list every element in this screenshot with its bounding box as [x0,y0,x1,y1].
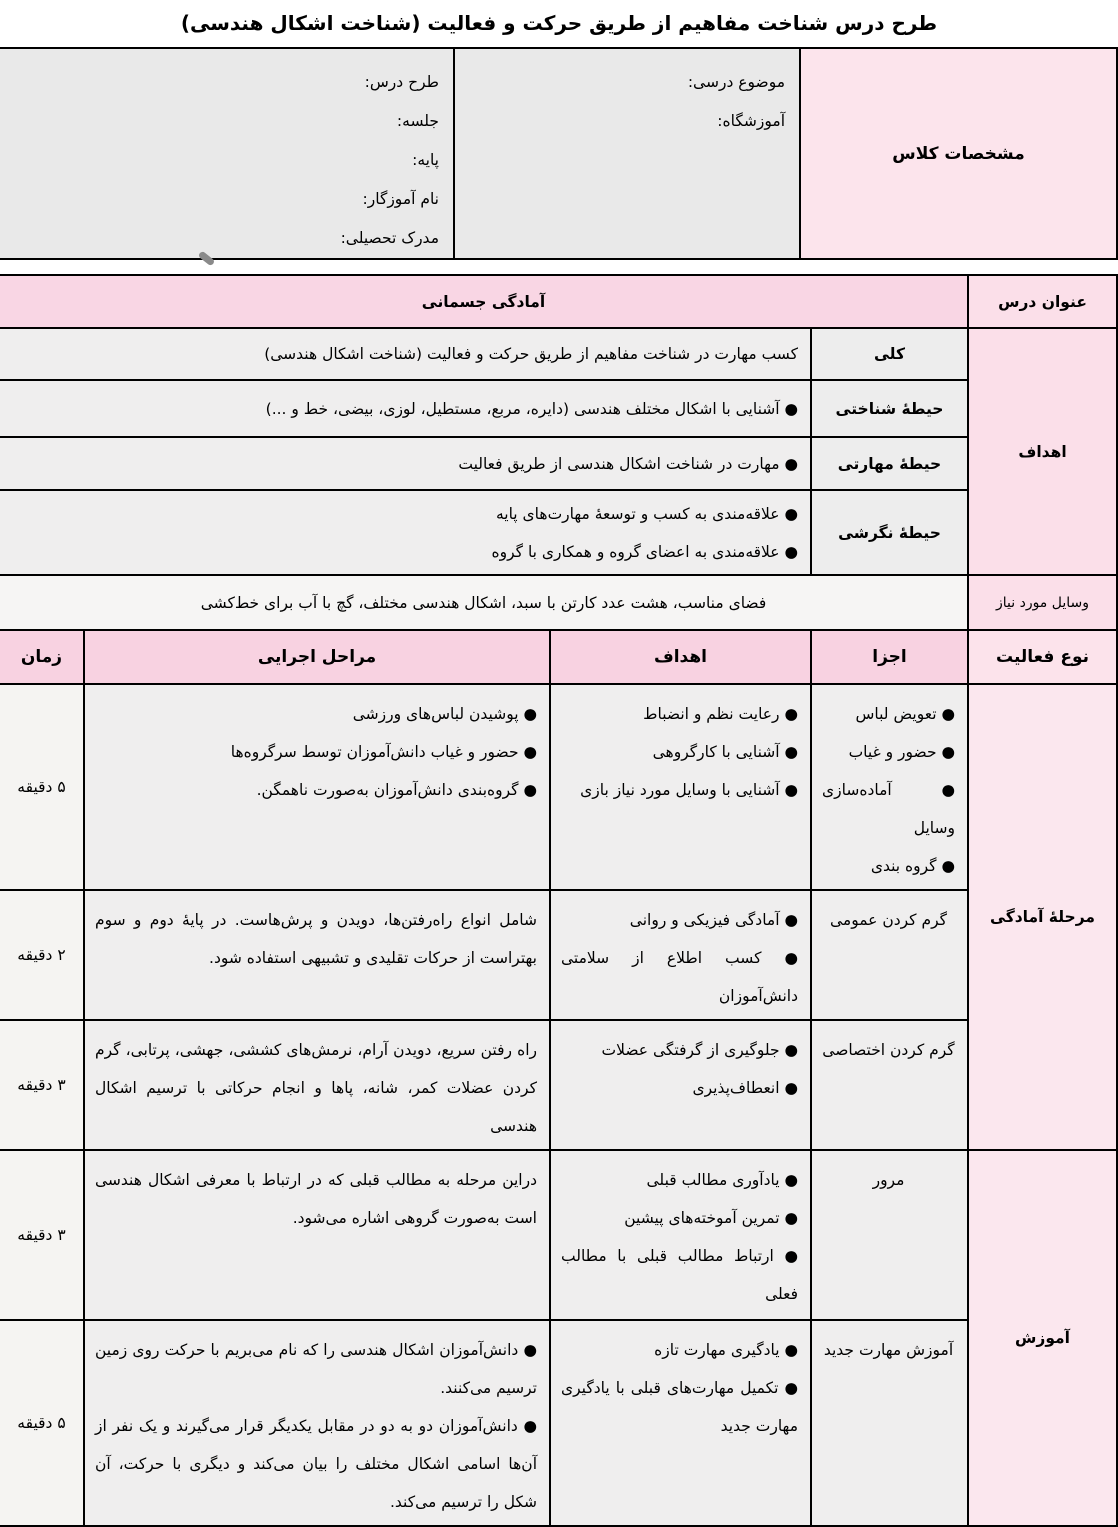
text-line: ● آشنایی با وسایل مورد نیاز بازی [580,781,798,799]
text-line: ● تکمیل مهارت‌های قبلی با یادگیری مهارت جدید [561,1379,798,1435]
row3-goals [550,1020,811,1150]
row1-time: ۵ دقیقه [0,684,84,890]
class-info-row [0,48,1117,259]
header-steps: مراحل اجرایی [84,630,550,684]
lesson-plan-table [0,274,1118,1527]
header-activity-type: نوع فعالیت [968,630,1117,684]
lesson-title-label: عنوان درس [968,275,1117,328]
text-line: ● کسب اطلاع از سلامتی دانش‌آموزان [561,949,798,1005]
text-line: ● یادآوری مطالب قبلی [646,1171,798,1189]
text-line: ● حضور و غیاب [848,743,955,761]
objective-label-skill: حیطهٔ مهارتی [811,437,968,490]
row2-time: ۲ دقیقه [0,890,84,1020]
row4-steps [84,1150,550,1320]
text-line: پایه: [412,151,439,169]
objective-content-skill [0,437,811,490]
text-line: ● جلوگیری از گرفتگی عضلات [601,1041,798,1059]
row2-goals [550,890,811,1020]
text-line: موضوع درسی: [687,73,785,91]
row1-steps [84,684,550,890]
text-line: ● دانش‌آموزان اشکال هندسی را که نام می‌بریم با حرکت روی زمین ترسیم می‌کنند. [95,1341,537,1397]
text-line: ● حضور و غیاب دانش‌آموزان توسط سرگروه‌ها [230,743,537,761]
activity-row-3 [0,1020,1117,1150]
objective-label-cognitive: حیطهٔ شناختی [811,380,968,437]
text-line: شامل انواع راه‌رفتن‌ها، دویدن و پرش‌هاست. در پایهٔ دوم و سوم بهتراست از حرکات تقلیدی و تشبیهی استفاده شود. [95,911,537,967]
header-parts: اجزا [811,630,968,684]
activity-row-5 [0,1320,1117,1526]
class-info-left-fields [0,48,454,259]
activity-row-4 [0,1150,1117,1320]
row1-goals [550,684,811,890]
text-line: ● آشنایی با اشکال مختلف هندسی (دایره، مربع، مستطیل، لوزی، بیضی، خط و ...) [265,399,798,418]
text-line: ● تمرین آموخته‌های پیشین [624,1209,798,1227]
text-line: مرور [872,1171,905,1189]
text-line: گرم کردن اختصاصی [822,1041,955,1059]
text-line: ● ارتباط مطالب قبلی با مطالب فعلی [561,1247,798,1303]
row4-goals [550,1150,811,1320]
objective-label-general: کلی [811,328,968,380]
text-line: ● انعطاف‌پذیری [692,1079,798,1097]
row5-parts [811,1320,968,1526]
text-line: ● تعویض لباس [855,705,955,723]
text-line: ● پوشیدن لباس‌های ورزشی [352,705,537,723]
class-info-label: مشخصات کلاس [800,48,1117,259]
row3-time: ۳ دقیقه [0,1020,84,1150]
text-line: آموزشگاه: [717,112,785,130]
objective-row-general [0,328,1117,380]
row5-steps [84,1320,550,1526]
text-line: ● آشنایی با کارگروهی [652,743,798,761]
objective-row-skill [0,437,1117,490]
text-line: ● علاقه‌مندی به اعضای گروه و همکاری با گروه [491,542,798,561]
class-info-table [0,47,1118,260]
text-line: ● یادگیری مهارت تازه [654,1341,798,1359]
text-line: جلسه: [396,112,439,130]
row1-parts [811,684,968,890]
row3-steps [84,1020,550,1150]
lesson-title-value: آمادگی جسمانی [0,275,968,328]
objective-label-attitude: حیطهٔ نگرشی [811,490,968,575]
row5-time: ۵ دقیقه [0,1320,84,1526]
row2-parts [811,890,968,1020]
section-gap [0,260,1118,274]
objective-row-cognitive [0,380,1117,437]
text-line: ● گروه‌بندی دانش‌آموزان به‌صورت ناهمگن. [256,781,537,799]
text-line: ● آماده‌سازی وسایل [822,781,955,837]
text-line: آموزش مهارت جدید [823,1341,954,1359]
text-line: ● گروه بندی [870,857,955,875]
activity-row-2 [0,890,1117,1020]
objective-content-general [0,328,811,380]
phase-teaching-label: آموزش [968,1150,1117,1526]
row2-steps [84,890,550,1020]
text-line: گرم کردن عمومی [829,911,948,929]
text-line: مدرک تحصیلی: [340,229,439,247]
objective-row-attitude [0,490,1117,575]
text-line: راه رفتن سریع، دویدن آرام، نرمش‌های کششی، جهشی، پرتابی، گرم کردن عضلات کمر، شانه، پاها و انجام حرکاتی با ترسیم اشکال هندسی [95,1041,537,1135]
row4-parts [811,1150,968,1320]
text-line: طرح درس: [364,73,439,91]
text-line: ● مهارت در شناخت اشکال هندسی از طریق فعالیت [458,454,798,473]
text-line: ● دانش‌آموزان دو به دو در مقابل یکدیگر قرار می‌گیرند و یک نفر از آن‌ها اسامی اشکال مختلف را بیان می‌کند و دیگری با حرکت، آن شکل را ترسیم می‌کند. [95,1417,537,1511]
text-line: ● رعایت نظم و انضباط [643,705,798,723]
objectives-label: اهداف [968,328,1117,575]
class-info-middle-fields [454,48,800,259]
header-goals: اهداف [550,630,811,684]
text-line: نام آموزگار: [362,190,439,208]
header-time: زمان [0,630,84,684]
text-line: ● علاقه‌مندی به کسب و توسعهٔ مهارت‌های پایه [495,504,798,523]
page-title: طرح درس شناخت مفاهیم از طریق حرکت و فعالیت (شناخت اشکال هندسی) [180,11,938,35]
activity-row-1 [0,684,1117,890]
activity-header-row [0,630,1117,684]
text-line: کسب مهارت در شناخت مفاهیم از طریق حرکت و فعالیت (شناخت اشکال هندسی) [264,345,798,363]
text-line: دراین مرحله به مطالب قبلی که در ارتباط با معرفی اشکال هندسی است به‌صورت گروهی اشاره می‌شود. [95,1171,537,1227]
text-line: ● آمادگی فیزیکی و روانی [629,911,798,929]
materials-value: فضای مناسب، هشت عدد کارتن با سبد، اشکال هندسی مختلف، گچ با آب برای خط‌کشی [0,575,968,630]
row5-goals [550,1320,811,1526]
row4-time: ۳ دقیقه [0,1150,84,1320]
row3-parts [811,1020,968,1150]
phase-preparation-label: مرحلهٔ آمادگی [968,684,1117,1150]
lesson-title-row [0,275,1117,328]
objective-content-cognitive [0,380,811,437]
materials-label: وسایل مورد نیاز [968,575,1117,630]
materials-row [0,575,1117,630]
objective-content-attitude [0,490,811,575]
